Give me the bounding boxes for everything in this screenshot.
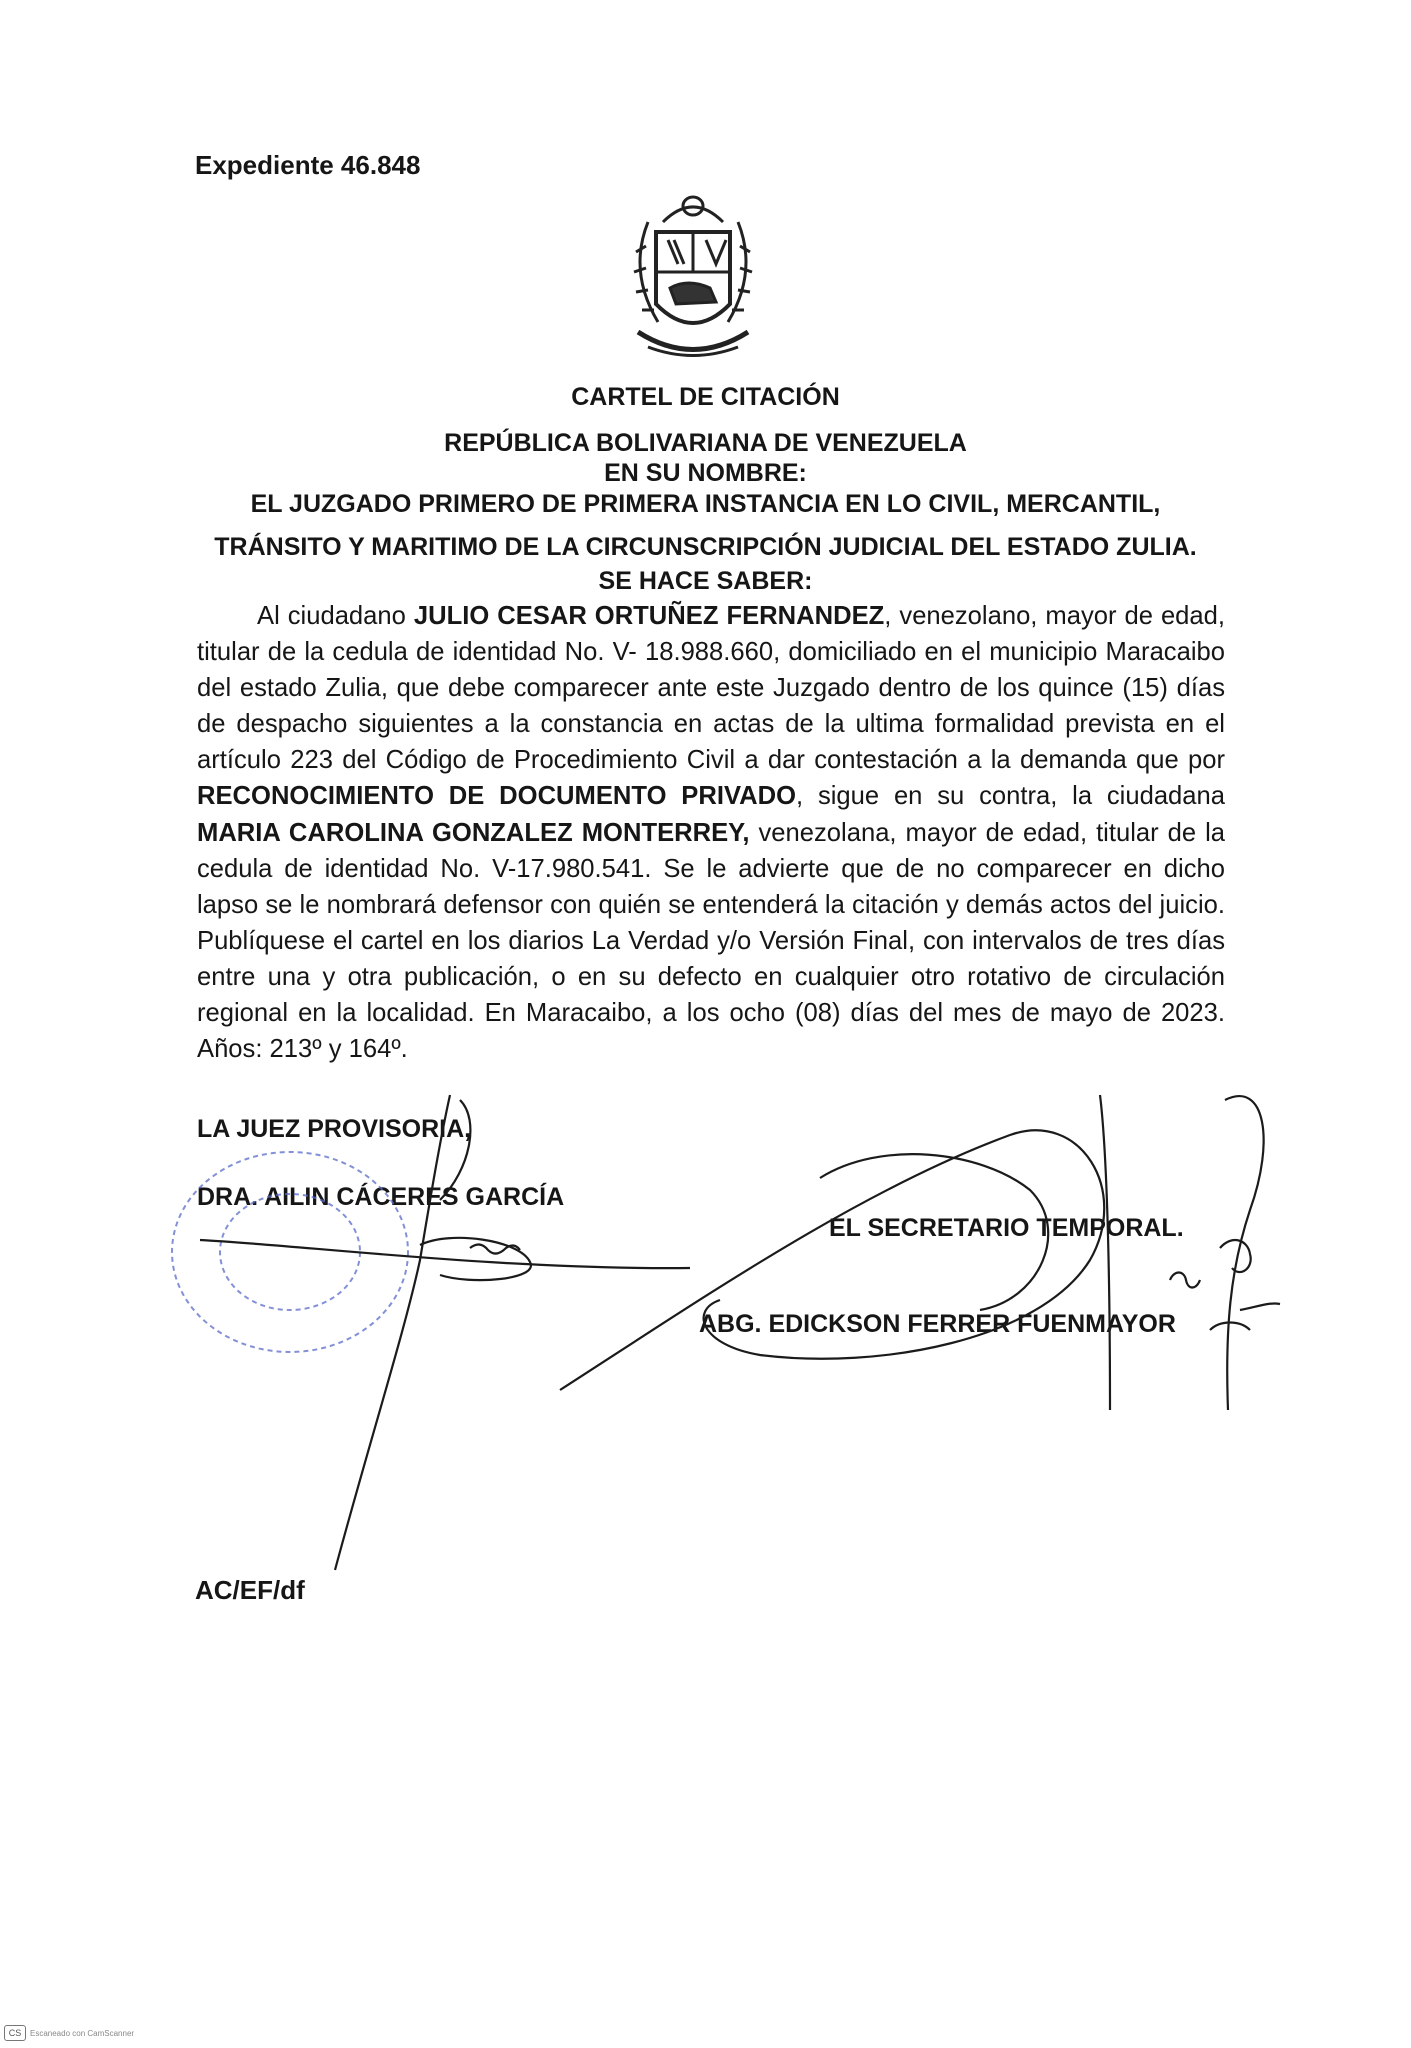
header-court-line2: TRÁNSITO Y MARITIMO DE LA CIRCUNSCRIPCIÓN JUDICIAL DEL ESTADO ZULIA. (214, 533, 1197, 561)
header-republic: REPÚBLICA BOLIVARIANA DE VENEZUELA (444, 429, 967, 457)
secretary-title: EL SECRETARIO TEMPORAL. (829, 1214, 1184, 1242)
camscanner-icon: CS (4, 2025, 26, 2041)
citation-body (197, 598, 1225, 1067)
document-title: CARTEL DE CITACIÓN (571, 383, 840, 411)
judge-name: DRA. AILIN CÁCERES GARCÍA (197, 1183, 565, 1211)
court-seal-icon (172, 1152, 408, 1352)
header-court-line1: EL JUZGADO PRIMERO DE PRIMERA INSTANCIA EN LO CIVIL, MERCANTIL, (250, 490, 1161, 518)
body-text: Al ciudadano (257, 602, 414, 630)
case-number: Expediente 46.848 (195, 150, 421, 180)
secretary-name: ABG. EDICKSON FERRER FUENMAYOR (699, 1310, 1176, 1338)
judge-title: LA JUEZ PROVISORIA, (197, 1115, 472, 1143)
initials: AC/EF/df (195, 1575, 305, 1605)
defendant-name: JULIO CESAR ORTUÑEZ FERNANDEZ (413, 602, 885, 630)
plaintiff-name: MARIA CAROLINA GONZALEZ MONTERREY, (197, 818, 750, 847)
header-se-hace-saber: SE HACE SABER: (598, 567, 813, 595)
coat-of-arms-icon (618, 192, 768, 368)
body-text: venezolana, mayor de edad, titular de la cedula de identidad No. V-17.980.541. Se le advierte que de no comparecer en dicho lapso se le nombrará defensor con quién se entenderá la citación y demás actos del juicio. Publíquese el cartel en los diarios La Verdad y/o Versión Final, con intervalos de tres días entre una y otra publicación, o en su defecto en cualquier otro rotativo de circulación regional en la localidad. En Maracaibo, a los ocho (08) días del mes de mayo de 2023. Años: 213º y 164º. (197, 818, 1225, 1064)
header-en-su-nombre: EN SU NOMBRE: (604, 459, 807, 487)
body-text: , venezolano, mayor de edad, titular de la cedula de identidad No. V- 18.988.660, domiciliado en el municipio Maracaibo del estado Zulia, que debe comparecer ante este Juzgado dentro de los quince (15) días de despacho siguientes a la constancia en actas de la ultima formalidad prevista en el artículo 223 del Código de Procedimiento Civil a dar contestación a la demanda que por (197, 602, 1225, 775)
claim-type: RECONOCIMIENTO DE DOCUMENTO PRIVADO (197, 782, 797, 811)
body-text: , sigue en su contra, la ciudadana (796, 782, 1225, 811)
scanner-label: Escaneado con CamScanner (30, 2029, 135, 2038)
